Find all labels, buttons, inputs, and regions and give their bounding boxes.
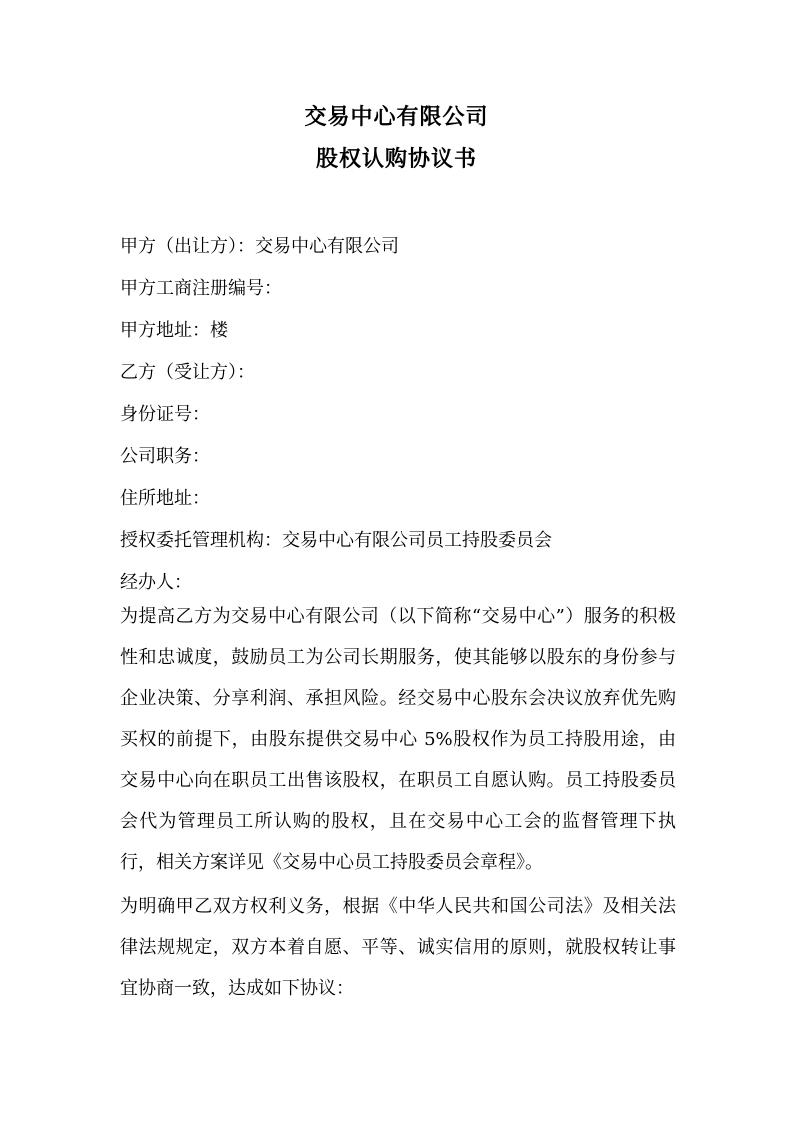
handler: 经办人： bbox=[120, 572, 192, 593]
agreement-basis-paragraph: 为明确甲乙双方权利义务，根据《中华人民共和国公司法》及相关法律法规规定，双方本着自愿、平等、诚实信用的原则，就股权转让事宜协商一致，达成如下协议： bbox=[120, 896, 676, 999]
party-a-address: 甲方地址：楼 bbox=[120, 320, 228, 341]
party-a-name: 甲方（出让方）：交易中心有限公司 bbox=[120, 236, 399, 257]
party-info-block bbox=[120, 226, 680, 604]
party-b-address: 住所地址： bbox=[120, 488, 210, 509]
party-b-name: 乙方（受让方）： bbox=[120, 362, 255, 383]
party-b-position: 公司职务： bbox=[120, 446, 210, 467]
document-title-agreement: 股权认购协议书 bbox=[315, 146, 477, 172]
preamble-paragraph: 为提高乙方为交易中心有限公司（以下简称“交易中心”）服务的积极性和忠诚度，鼓励员工为公司长期服务，使其能够以股东的身份参与企业决策、分享利润、承担风险。经交易中心股东会决议放弃优先购买权的前提下，由股东提供交易中心 5%股权作为员工持股用途，由交易中心向在职员工出售该股权，在职员工自愿认购。员工持股委员会代为管理员工所认购的股权，且在交易中心工会的监督管理下执行，相关方案详见《交易中心员工持股委员会章程》。 bbox=[120, 606, 676, 873]
document-title-company: 交易中心有限公司 bbox=[304, 104, 489, 130]
authorized-management-agency: 授权委托管理机构：交易中心有限公司员工持股委员会 bbox=[120, 530, 552, 551]
party-b-id-number: 身份证号： bbox=[120, 404, 210, 425]
party-a-registration-number: 甲方工商注册编号： bbox=[120, 278, 282, 299]
